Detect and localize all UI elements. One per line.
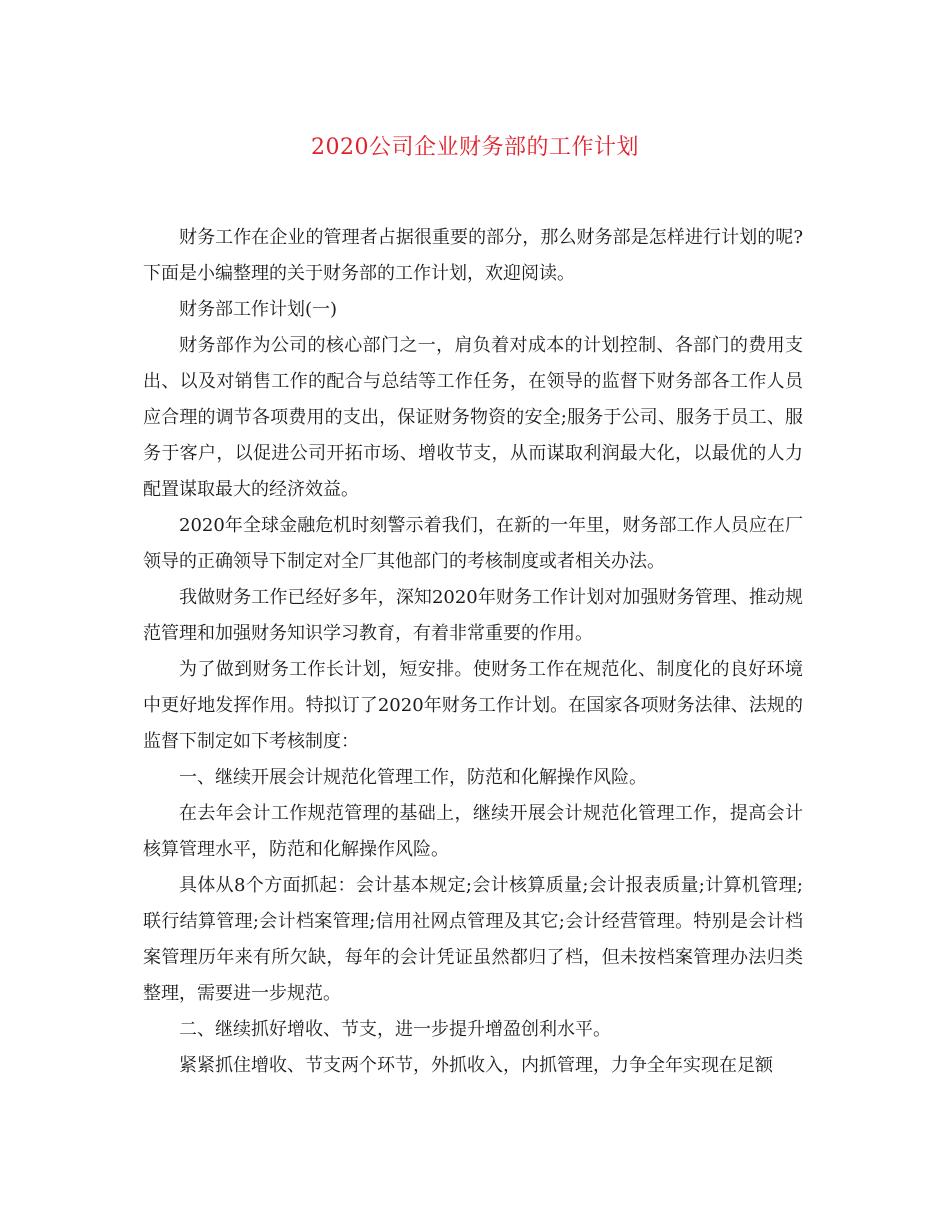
paragraph: 财务部作为公司的核心部门之一，肩负着对成本的计划控制、各部门的费用支出、以及对销售工作的配合与总结等工作任务，在领导的监督下财务部各工作人员应合理的调节各项费用的支出，保证财务物资的安全;服务于公司、服务于员工、服务于客户，以促进公司开拓市场、增收节支，从而谋取利润最大化，以最优的人力配置谋取最大的经济效益。 [143, 335, 803, 500]
paragraph: 为了做到财务工作长计划，短安排。使财务工作在规范化、制度化的良好环境中更好地发挥作用。特拟订了2020年财务工作计划。在国家各项财务法律、法规的监督下制定如下考核制度： [143, 659, 803, 752]
section-heading: 二、继续抓好增收、节支，进一步提升增盈创利水平。 [179, 1019, 611, 1040]
paragraph: 在去年会计工作规范管理的基础上，继续开展会计规范化管理工作，提高会计核算管理水平，防范和化解操作风险。 [143, 803, 803, 860]
section-heading: 财务部工作计划(一) [179, 299, 338, 320]
paragraph: 财务工作在企业的管理者占据很重要的部分，那么财务部是怎样进行计划的呢?下面是小编整理的关于财务部的工作计划，欢迎阅读。 [143, 227, 803, 284]
paragraph: 紧紧抓住增收、节支两个环节，外抓收入，内抓管理，力争全年实现在足额 [179, 1055, 773, 1076]
section-heading: 一、继续开展会计规范化管理工作，防范和化解操作风险。 [179, 767, 647, 788]
paragraph: 我做财务工作已经好多年，深知2020年财务工作计划对加强财务管理、推动规范管理和加强财务知识学习教育，有着非常重要的作用。 [143, 587, 803, 644]
document-title: 2020公司企业财务部的工作计划 [311, 135, 639, 160]
paragraph: 2020年全球金融危机时刻警示着我们，在新的一年里，财务部工作人员应在厂领导的正确领导下制定对全厂其他部门的考核制度或者相关办法。 [143, 515, 803, 572]
document-body [143, 220, 803, 1084]
paragraph: 具体从8个方面抓起：会计基本规定;会计核算质量;会计报表质量;计算机管理;联行结算管理;会计档案管理;信用社网点管理及其它;会计经营管理。特别是会计档案管理历年来有所欠缺，每年的会计凭证虽然都归了档，但未按档案管理办法归类整理，需要进一步规范。 [143, 875, 803, 1004]
